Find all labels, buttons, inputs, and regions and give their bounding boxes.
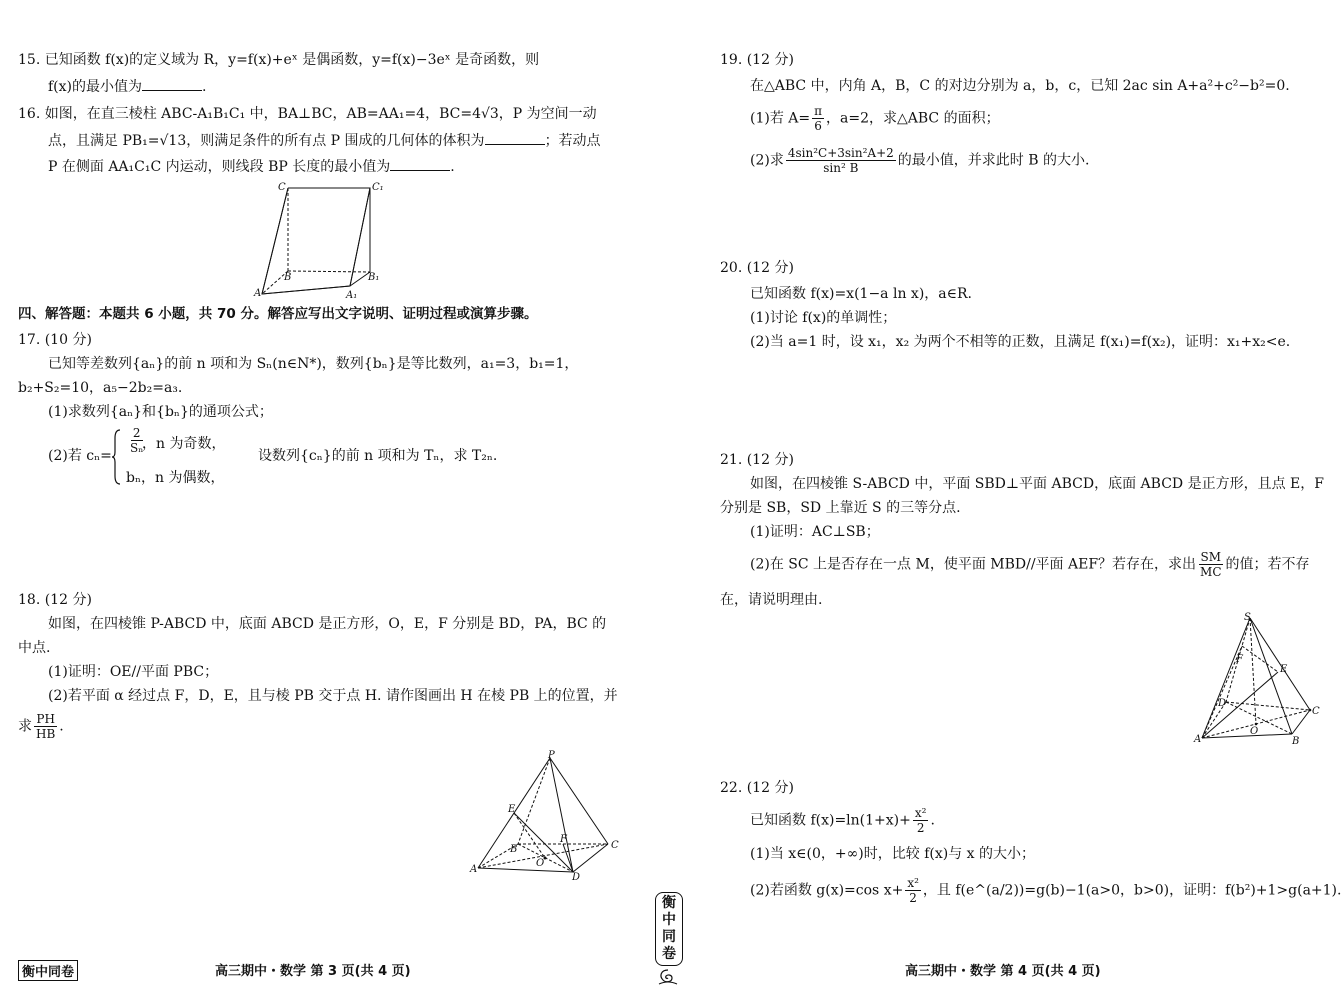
case1-den: Sₙ bbox=[130, 441, 144, 455]
frac-num: π bbox=[814, 104, 823, 118]
prism-edge bbox=[350, 272, 370, 286]
label-A: A bbox=[470, 864, 478, 875]
q16-line2 bbox=[48, 130, 601, 151]
q19-line1: 在△ABC 中，内角 A，B，C 的对边分别为 a，b，c，已知 2ac sin A+a²+c²−b²=0. bbox=[750, 78, 1290, 94]
seal-char: 中 bbox=[662, 912, 676, 928]
q15-line2: f(x)的最小值为 . bbox=[48, 76, 206, 97]
page-footer-left: 高三期中・数学 第 3 页(共 4 页) bbox=[215, 964, 411, 979]
frac-num: x² bbox=[914, 806, 927, 820]
q18-line2: 中点. bbox=[18, 640, 51, 656]
label-A: A bbox=[254, 288, 262, 299]
q21-part2 bbox=[750, 550, 1310, 579]
q21-head: 21. (12 分) bbox=[720, 452, 794, 468]
label-P: P bbox=[548, 750, 555, 761]
frac-den: HB bbox=[36, 727, 56, 741]
frac-den: 2 bbox=[909, 891, 917, 905]
label-S: S bbox=[1244, 612, 1251, 623]
q15-line2-text: f(x)的最小值为 bbox=[48, 79, 143, 95]
q20-part2: (2)当 a=1 时，设 x₁，x₂ 为两个不相等的正数，且满足 f(x₁)=f(x₂)，证明：x₁+x₂<e. bbox=[750, 334, 1291, 350]
q18-part2b-tail: . bbox=[59, 718, 64, 735]
q20-part1: (1)讨论 f(x)的单调性； bbox=[750, 310, 897, 326]
left-brace bbox=[112, 428, 122, 486]
q22-head: 22. (12 分) bbox=[720, 780, 794, 796]
q19-part1-tail: ，a=2，求△ABC 的面积； bbox=[826, 110, 1000, 127]
label-F: F bbox=[1236, 654, 1243, 665]
label-C: C bbox=[278, 182, 286, 193]
q22-line1-lead: 已知函数 f(x)=ln(1+x)+ bbox=[750, 812, 911, 829]
q16-line2a: 点，且满足 PB₁=√13，则满足条件的所有点 P 围成的几何体的体积为 bbox=[48, 133, 485, 149]
answer-blank bbox=[142, 76, 202, 91]
pi-over-6 bbox=[812, 104, 824, 133]
prism-edge bbox=[262, 188, 370, 294]
right-page bbox=[680, 0, 1342, 1000]
q17-line2: b₂+S₂=10，a₅−2b₂=a₃. bbox=[18, 380, 183, 396]
seal-char: 衡 bbox=[662, 895, 676, 911]
label-B: B bbox=[510, 844, 518, 855]
seal-swirl-icon bbox=[657, 968, 679, 986]
pyramid-figure-q21 bbox=[1192, 610, 1342, 748]
q19-part1-lead: (1)若 A= bbox=[750, 110, 811, 127]
q22-part1: (1)当 x∈(0，+∞)时，比较 f(x)与 x 的大小； bbox=[750, 846, 1036, 862]
q22-line1-tail: . bbox=[930, 812, 935, 829]
q21-part2-tail: 的值；若不存 bbox=[1225, 556, 1310, 573]
label-F: F bbox=[560, 834, 567, 845]
label-O: O bbox=[1250, 726, 1259, 737]
q22-part2 bbox=[750, 876, 1341, 905]
ph-hb-fraction bbox=[34, 712, 57, 741]
frac-num: x² bbox=[907, 876, 919, 890]
center-seal bbox=[655, 892, 683, 966]
q21-part2-lead: (2)在 SC 上是否存在一点 M，使平面 MBD//平面 AEF？若存在，求出 bbox=[750, 556, 1197, 573]
frac-num: PH bbox=[36, 712, 55, 726]
case2: bₙ，n 为偶数， bbox=[126, 470, 225, 486]
q22-line1 bbox=[750, 806, 935, 835]
label-B: B bbox=[284, 272, 292, 283]
label-D: D bbox=[1218, 698, 1227, 709]
frac-num: SM bbox=[1200, 550, 1222, 564]
q16-line1: 16. 如图，在直三棱柱 ABC-A₁B₁C₁ 中，BA⊥BC，AB=AA₁=4，BC=4√3，P 为空间一动 bbox=[18, 106, 597, 122]
frac-den: 2 bbox=[916, 821, 925, 835]
brand-box-label: 衡中同卷 bbox=[18, 960, 78, 981]
q20-line1: 已知函数 f(x)=x(1−a ln x)，a∈R. bbox=[750, 286, 972, 302]
q17-part1: (1)求数列{aₙ}和{bₙ}的通项公式； bbox=[48, 404, 273, 420]
q17-part2-tail: 设数列{cₙ}的前 n 项和为 Tₙ，求 T₂ₙ. bbox=[258, 448, 498, 464]
sm-mc-fraction bbox=[1198, 550, 1223, 579]
q21-line1: 如图，在四棱锥 S-ABCD 中，平面 SBD⊥平面 ABCD，底面 ABCD 是正方形，且点 E，F bbox=[750, 476, 1324, 492]
q19-part2-lead: (2)求 bbox=[750, 152, 784, 169]
section-heading: 四、解答题：本题共 6 小题，共 70 分。解答应写出文字说明、证明过程或演算步骤。 bbox=[18, 306, 538, 322]
label-E: E bbox=[508, 804, 516, 815]
trig-fraction bbox=[786, 146, 896, 175]
q18-part2b-lead: 求 bbox=[18, 718, 32, 735]
left-page bbox=[0, 0, 660, 1000]
label-C: C bbox=[1312, 706, 1320, 717]
frac-num: 4sin²C+3sin²A+2 bbox=[787, 146, 894, 160]
q22-part2-lead: (2)若函数 g(x)=cos x+ bbox=[750, 882, 904, 899]
q21-line2: 分别是 SB，SD 上靠近 S 的三等分点. bbox=[720, 500, 961, 516]
prism-hidden-edge bbox=[288, 271, 370, 272]
page-footer-right: 高三期中・数学 第 4 页(共 4 页) bbox=[905, 964, 1101, 979]
q17-part2-lead: (2)若 cₙ= bbox=[48, 448, 112, 464]
q17-line1: 已知等差数列{aₙ}的前 n 项和为 Sₙ(n∈N*)，数列{bₙ}是等比数列，a₁=3，b₁=1， bbox=[48, 356, 579, 372]
seal-char: 同 bbox=[662, 929, 676, 945]
prism-figure bbox=[250, 176, 390, 300]
x2-over-2 bbox=[913, 806, 929, 835]
frac-den: MC bbox=[1200, 565, 1222, 579]
prism-edge bbox=[262, 286, 350, 294]
label-C1: C₁ bbox=[372, 182, 384, 193]
q21-part1: (1)证明：AC⊥SB； bbox=[750, 524, 880, 540]
q22-part2-mid: ，且 f(e^(a/2))=g(b)−1(a>0，b>0)，证明：f(b²)+1>g(a+1). bbox=[922, 882, 1342, 899]
q21-part2b: 在，请说明理由. bbox=[720, 592, 823, 608]
q20-head: 20. (12 分) bbox=[720, 260, 794, 276]
q15-line1: 15. 已知函数 f(x)的定义域为 R，y=f(x)+eˣ 是偶函数，y=f(x)−3eˣ 是奇函数，则 bbox=[18, 52, 540, 68]
q17-head: 17. (10 分) bbox=[18, 332, 92, 348]
answer-blank bbox=[485, 130, 545, 145]
prism-edge bbox=[350, 188, 370, 286]
label-D: D bbox=[572, 872, 581, 883]
case1-num: 2 bbox=[132, 426, 141, 440]
label-C: C bbox=[611, 840, 619, 851]
label-B1: B₁ bbox=[368, 272, 380, 283]
label-B: B bbox=[1292, 736, 1300, 747]
q19-head: 19. (12 分) bbox=[720, 52, 794, 68]
q18-part1: (1)证明：OE//平面 PBC； bbox=[48, 664, 219, 680]
label-O: O bbox=[536, 858, 545, 869]
q16-line3: P 在侧面 AA₁C₁C 内运动，则线段 BP 长度的最小值为 . bbox=[48, 156, 455, 177]
answer-blank bbox=[390, 156, 450, 171]
q19-part2 bbox=[750, 146, 1089, 175]
label-E: E bbox=[1280, 664, 1288, 675]
q19-part2-tail: 的最小值，并求此时 B 的大小. bbox=[897, 152, 1090, 169]
q18-part2: (2)若平面 α 经过点 F，D，E，且与棱 PB 交于点 H. 请作图画出 H 在棱 PB 上的位置，并 bbox=[48, 688, 618, 704]
q18-part2b bbox=[18, 712, 64, 741]
q19-part1 bbox=[750, 104, 1000, 133]
case1-cond: ，n 为奇数， bbox=[142, 436, 226, 452]
x2-over-2 bbox=[905, 876, 921, 905]
frac-den: 6 bbox=[814, 119, 822, 133]
q18-head: 18. (12 分) bbox=[18, 592, 92, 608]
pyramid-figure-q18 bbox=[468, 748, 628, 884]
frac-den: sin² B bbox=[823, 161, 859, 175]
label-A: A bbox=[1194, 734, 1202, 745]
q16-line2b: ；若动点 bbox=[544, 133, 601, 149]
seal-char: 卷 bbox=[662, 946, 676, 962]
label-A1: A₁ bbox=[346, 290, 358, 300]
q16-line3-text: P 在侧面 AA₁C₁C 内运动，则线段 BP 长度的最小值为 bbox=[48, 159, 391, 175]
q18-line1: 如图，在四棱锥 P-ABCD 中，底面 ABCD 是正方形，O，E，F 分别是 BD，PA，BC 的 bbox=[48, 616, 607, 632]
